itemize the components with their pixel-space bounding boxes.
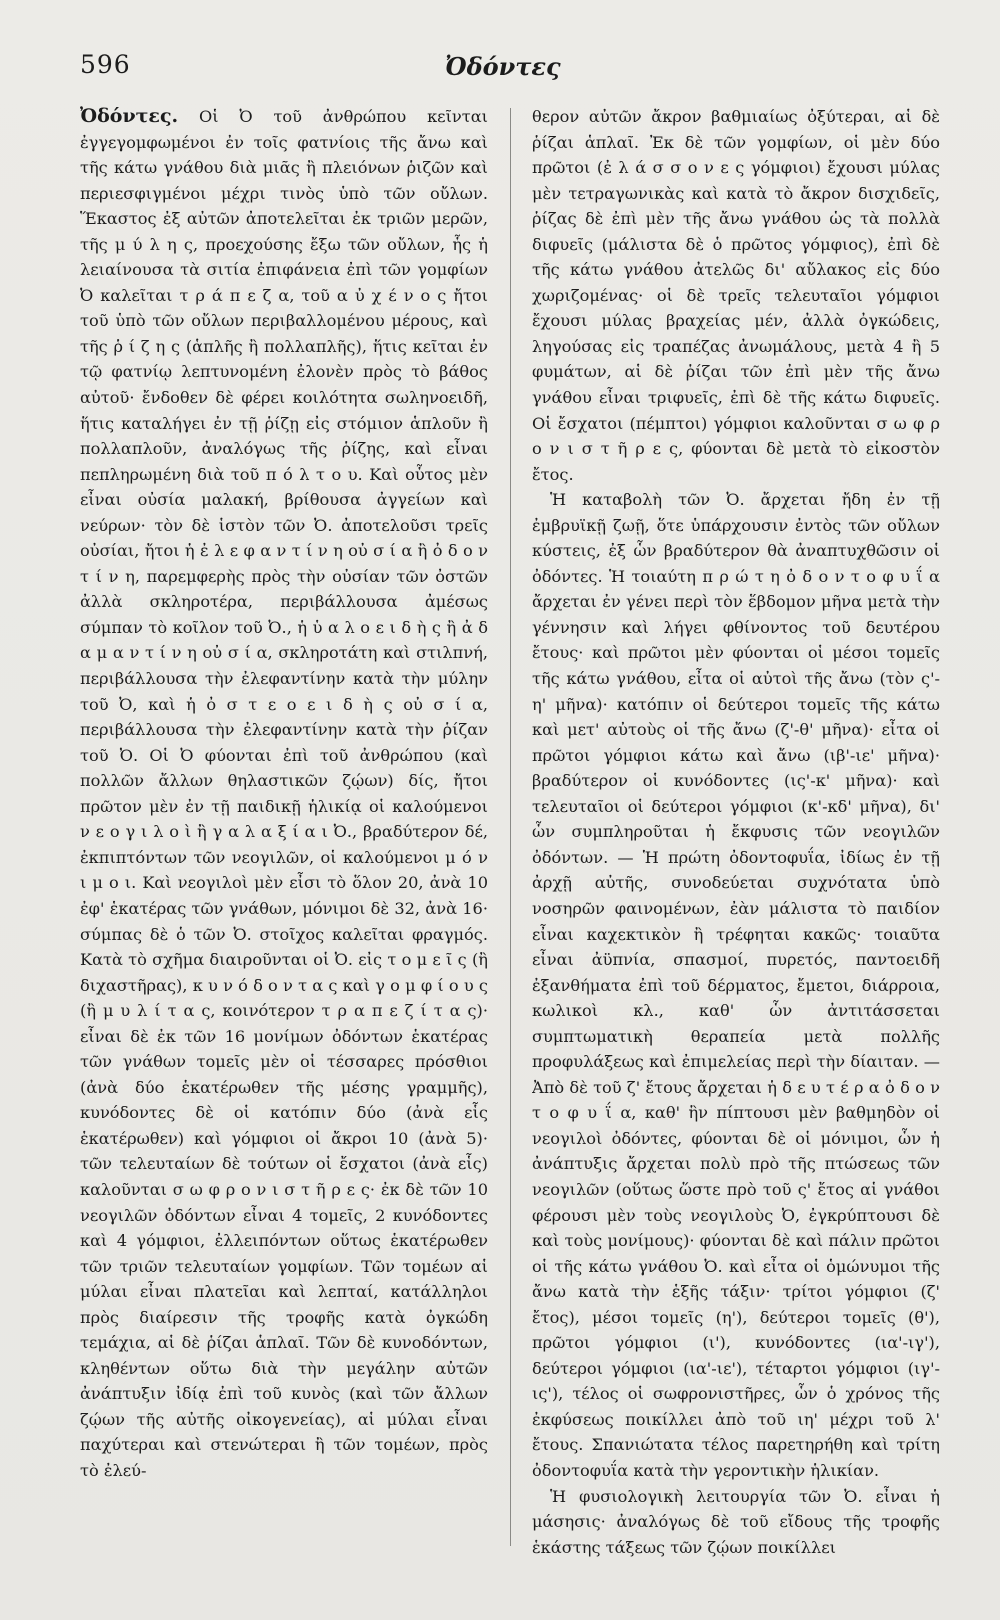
running-head: Ὀδόντες bbox=[445, 52, 561, 81]
page-number: 596 bbox=[80, 50, 131, 79]
article-paragraph bbox=[80, 104, 488, 1484]
article-headword: Ὀδόντες. bbox=[80, 105, 179, 127]
article-paragraph: θερον αὐτῶν ἄκρον βαθμιαίως ὀξύτεραι, αἱ δὲ ῥίζαι ἁπλαῖ. Ἐκ δὲ τῶν γομφίων, οἱ μὲν δύο πρῶτοι (ἐ λ ά σ σ ο ν ε ς γόμφιοι) ἔχουσι μύλας μὲν τετραγωνικὰς καὶ κατὰ τὸ ἄκρον δισχιδεῖς, ῥίζας δὲ ἐπὶ μὲν τῆς ἄνω γνάθου ὡς τὰ πολλὰ διφυεῖς (μάλιστα δὲ ὁ πρῶτος γόμφιος), ἐπὶ δὲ τῆς κάτω γνάθου ἀτελῶς δι' αὔλακος εἰς δύο χωριζομένας· οἱ δὲ τρεῖς τελευταῖοι γόμφιοι ἔχουσι μύλας βραχείας μέν, ἀλλὰ ὀγκώδεις, ληγούσας εἰς τραπέζας ἀνωμάλους, μετὰ 4 ἢ 5 φυμάτων, αἱ δὲ ῥίζαι τῶν ἐπὶ μὲν τῆς ἄνω γνάθου εἶναι τριφυεῖς, ἐπὶ δὲ τῆς κάτω διφυεῖς. Οἱ ἔσχατοι (πέμπτοι) γόμφιοι καλοῦνται σ ω φ ρ ο ν ι σ τ ῆ ρ ε ς, φύονται δὲ μετὰ τὸ εἰκοστὸν ἔτος. bbox=[532, 107, 940, 484]
right-column bbox=[532, 104, 940, 1564]
left-column bbox=[80, 104, 488, 1564]
article-paragraph: Ἡ καταβολὴ τῶν Ὀ. ἄρχεται ἤδη ἐν τῇ ἐμβρυϊκῇ ζωῇ, ὅτε ὑπάρχουσιν ἐντὸς τῶν οὔλων κύστεις, ἐξ ὧν βραδύτερον θὰ ἀναπτυχθῶσιν οἱ ὀδόντες. Ἡ τοιαύτη π ρ ώ τ η ὀ δ ο ν τ ο φ υ ΐ α ἄρχεται ἐν γένει περὶ τὸν ἕβδομον μῆνα μετὰ τὴν γέννησιν καὶ λήγει φθίνοντος τοῦ δευτέρου ἔτους· καὶ πρῶτοι μὲν φύονται οἱ μέσοι τομεῖς τῆς κάτω γνάθου, εἶτα οἱ αὐτοὶ τῆς ἄνω (τὸν ς'-η' μῆνα)· κατόπιν οἱ δεύτεροι τομεῖς τῆς κάτω καὶ μετ' αὐτοὺς οἱ τῆς ἄνω (ζ'-θ' μῆνα)· εἶτα οἱ πρῶτοι γόμφιοι κάτω καὶ ἄνω (ιβ'-ιε' μῆνα)· βραδύτερον οἱ κυνόδοντες (ις'-κ' μῆνα)· καὶ τελευταῖοι οἱ δεύτεροι γόμφιοι (κ'-κδ' μῆνα), δι' ὧν συμπληροῦται ἡ ἔκφυσις τῶν νεογιλῶν ὀδόντων. — Ἡ πρώτη ὀδοντοφυΐα, ἰδίως ἐν τῇ ἀρχῇ αὐτῆς, συνοδεύεται συχνότατα ὑπὸ νοσηρῶν φαινομένων, ἐὰν μάλιστα τὸ παιδίον εἶναι καχεκτικὸν ἢ τρέφηται κακῶς· τοιαῦτα εἶναι ἀϋπνία, σπασμοί, πυρετός, παντοειδῆ ἐξανθήματα ἐπὶ τοῦ δέρματος, ἔμετοι, διάρροια, κωλικοὶ κλ., καθ' ὧν ἀντιτάσσεται συμπτωματικὴ θεραπεία μετὰ πολλῆς προφυλάξεως καὶ ἐπιμελείας περὶ τὴν δίαιταν. — Ἀπὸ δὲ τοῦ ζ' ἔτους ἄρχεται ἡ δ ε υ τ έ ρ α ὀ δ ο ν τ ο φ υ ΐ α, καθ' ἣν πίπτουσι μὲν βαθμηδὸν οἱ νεογιλοὶ ὀδόντες, φύονται δὲ οἱ μόνιμοι, ὧν ἡ ἀνάπτυξις ἄρχεται πολὺ πρὸ τῆς πτώσεως τῶν νεογιλῶν (οὕτως ὥστε πρὸ τοῦ ς' ἔτος αἱ γνάθοι φέρουσι μὲν τοὺς νεογιλοὺς Ὀ, ἐγκρύπτουσι δὲ καὶ τοὺς μονίμους)· φύονται δὲ καὶ πάλιν πρῶτοι οἱ τῆς κάτω γνάθου Ὀ. καὶ εἶτα οἱ ὁμώνυμοι τῆς ἄνω κατὰ τὴν ἑξῆς τάξιν· τρίτοι γόμφιοι (ζ' ἔτος), μέσοι τομεῖς (η'), δεύτεροι τομεῖς (θ'), πρῶτοι γόμφιοι (ι'), κυνόδοντες (ια'-ιγ'), δεύτεροι γόμφιοι (ια'-ιε'), τέταρτοι γόμφιοι (ιγ'-ις'), τέλος οἱ σωφρονιστῆρες, ὧν ὁ χρόνος τῆς ἐκφύσεως ποικίλλει ἀπὸ τοῦ ιη' μέχρι τοῦ λ' ἔτους. Σπανιώτατα τέλος παρετηρήθη καὶ τρίτη ὀδοντοφυΐα κατὰ τὴν γεροντικὴν ἡλικίαν. bbox=[532, 490, 940, 1480]
column-rule bbox=[510, 108, 511, 1546]
article-paragraph: Ἡ φυσιολογικὴ λειτουργία τῶν Ὀ. εἶναι ἡ μάσησις· ἀναλόγως δὲ τοῦ εἴδους τῆς τροφῆς ἑκάστης τάξεως τῶν ζῴων ποικίλλει bbox=[532, 1486, 940, 1557]
article-columns bbox=[80, 104, 940, 1564]
page-header bbox=[80, 50, 940, 90]
article-text: Οἱ Ὀ τοῦ ἀνθρώπου κεῖνται ἐγγεγομφωμένοι ἐν τοῖς φατνίοις τῆς ἄνω καὶ τῆς κάτω γνάθου διὰ μιᾶς ἢ πλειόνων ῥιζῶν καὶ περιεσφιγμένοι μέχρι τινὸς ὑπὸ τῶν οὔλων. Ἕκαστος ἐξ αὐτῶν ἀποτελεῖται ἐκ τριῶν μερῶν, τῆς μ ύ λ η ς, προεχούσης ἔξω τῶν οὔλων, ἧς ἡ λειαίνουσα τὰ σιτία ἐπιφάνεια ἐπὶ τῶν γομφίων Ὀ καλεῖται τ ρ ά π ε ζ α, τοῦ α ὐ χ έ ν ο ς ἤτοι τοῦ ὑπὸ τῶν οὔλων περιβαλλομένου μέρους, καὶ τῆς ῥ ί ζ η ς (ἁπλῆς ἢ πολλαπλῆς), ἥτις κεῖται ἐν τῷ φατνίῳ λεπτυνομένη ἐλονὲν πρὸς τὸ βάθος αὐτοῦ· ἔνδοθεν δὲ φέρει κοιλότητα σωληνοειδῆ, ἥτις καταλήγει ἐν τῇ ῥίζῃ εἰς στόμιον ἁπλοῦν ἢ πολλαπλοῦν, ἀναλόγως τῆς ῥίζης, καὶ εἶναι πεπληρωμένη διὰ τοῦ π ό λ τ ο υ. Καὶ οὗτος μὲν εἶναι οὐσία μαλακή, βρίθουσα ἀγγείων καὶ νεύρων· τὸν δὲ ἱστὸν τῶν Ὀ. ἀποτελοῦσι τρεῖς οὐσίαι, ἤτοι ἡ ἐ λ ε φ α ν τ ί ν η οὐ σ ί α ἢ ὀ δ ο ν τ ί ν η, παρεμφερὴς πρὸς τὴν οὐσίαν τῶν ὀστῶν ἀλλὰ σκληροτέρα, περιβάλλουσα ἀμέσως σύμπαν τὸ κοῖλον τοῦ Ὀ., ἡ ὑ α λ ο ε ι δ ὴ ς ἢ ἀ δ α μ α ν τ ί ν η οὐ σ ί α, σκληροτάτη καὶ στιλπνή, περιβάλλουσα τὴν ἐλεφαντίνην κατὰ τὴν μύλην τοῦ Ὀ, καὶ ἡ ὀ σ τ ε ο ε ι δ ὴ ς οὐ σ ί α, περιβάλλουσα τὴν ἐλεφαντίνην κατὰ τὴν ῥίζαν τοῦ Ὀ. Οἱ Ὀ φύονται ἐπὶ τοῦ ἀνθρώπου (καὶ πολλῶν ἄλλων θηλαστικῶν ζῴων) δίς, ἤτοι πρῶτον μὲν ἐν τῇ παιδικῇ ἡλικίᾳ οἱ καλούμενοι ν ε ο γ ι λ ο ὶ ἢ γ α λ α ξ ί α ι Ὀ., βραδύτερον δέ, ἐκπιπτόντων τῶν νεογιλῶν, οἱ καλούμενοι μ ό ν ι μ ο ι. Καὶ νεογιλοὶ μὲν εἶσι τὸ ὅλον 20, ἀνὰ 10 ἐφ' ἑκατέρας τῶν γνάθων, μόνιμοι δὲ 32, ἀνὰ 16· σύμπας δὲ ὁ τῶν Ὀ. στοῖχος καλεῖται φραγμός. Κατὰ τὸ σχῆμα διαιροῦνται οἱ Ὀ. εἰς τ ο μ ε ῖ ς (ἢ διχαστῆρας), κ υ ν ό δ ο ν τ α ς καὶ γ ο μ φ ί ο υ ς (ἢ μ υ λ ί τ α ς, κοινότερον τ ρ α π ε ζ ί τ α ς)· εἶναι δὲ ἐκ τῶν 16 μονίμων ὀδόντων ἑκατέρας τῶν γνάθων τομεῖς μὲν οἱ τέσσαρες πρόσθιοι (ἀνὰ δύο ἑκατέρωθεν τῆς μέσης γραμμῆς), κυνόδοντες δὲ οἱ κατόπιν δύο (ἀνὰ εἷς ἑκατέρωθεν) καὶ γόμφιοι οἱ ἄκροι 10 (ἀνὰ 5)· τῶν τελευταίων δὲ τούτων οἱ ἔσχατοι (ἀνὰ εἷς) καλοῦνται σ ω φ ρ ο ν ι σ τ ῆ ρ ε ς· ἐκ δὲ τῶν 10 νεογιλῶν ὀδόντων εἶναι 4 τομεῖς, 2 κυνόδοντες καὶ 4 γόμφιοι, ἐλλειπόντων οὕτως ἑκατέρωθεν τῶν τριῶν τελευταίων γομφίων. Τῶν τομέων αἱ μύλαι εἶναι πλατεῖαι καὶ λεπταί, κατάλληλοι πρὸς διαίρεσιν τῆς τροφῆς κατὰ ὀγκώδη τεμάχια, αἱ δὲ ῥίζαι ἁπλαῖ. Τῶν δὲ κυνοδόντων, κληθέντων οὕτω διὰ τὴν μεγάλην αὐτῶν ἀνάπτυξιν ἰδίᾳ ἐπὶ τοῦ κυνὸς (καὶ τῶν ἄλλων ζῴων τῆς αὐτῆς οἰκογενείας), αἱ μύλαι εἶναι παχύτεραι καὶ στενώτεραι ἢ τῶν τομέων, πρὸς τὸ ἐλεύ- bbox=[80, 107, 488, 1480]
